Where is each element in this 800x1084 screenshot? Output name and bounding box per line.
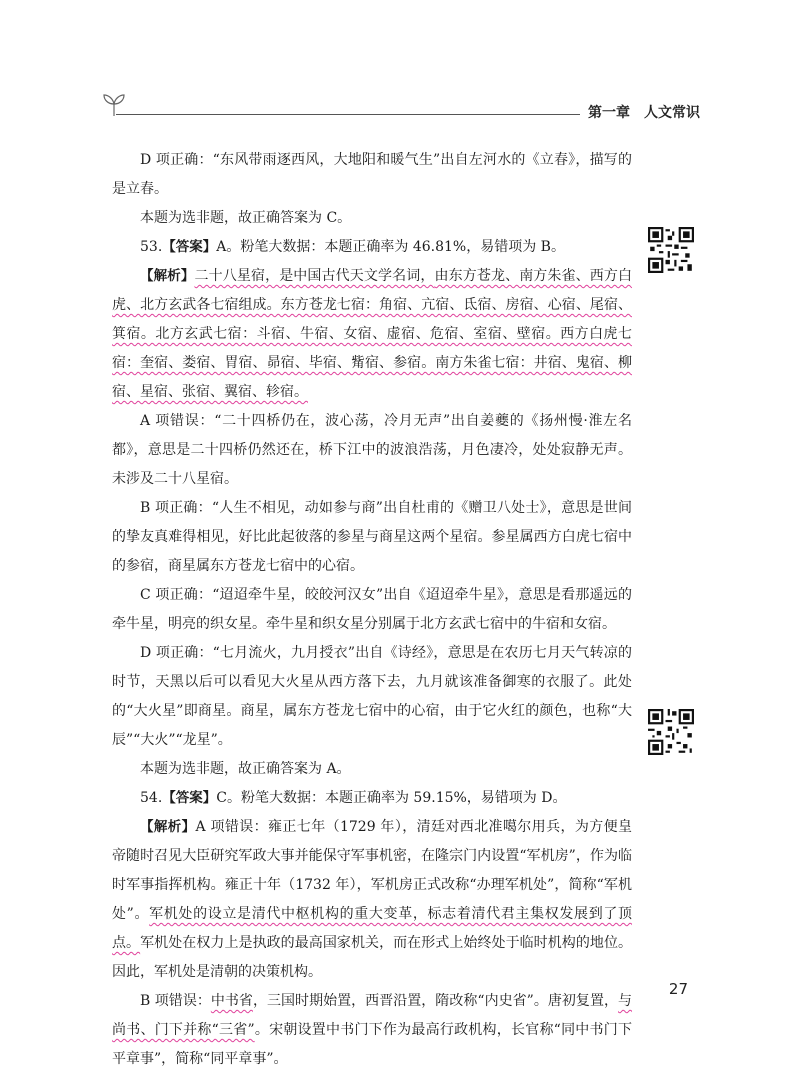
page-header <box>100 92 700 122</box>
paragraph: 本题为选非题，故正确答案为 C。 <box>140 210 352 226</box>
qr-code-icon[interactable] <box>648 709 694 755</box>
option-c: C 项正确：“迢迢牵牛星，皎皎河汉女”出自《迢迢牵牛星》，意思是看那遥远的牵牛星，明亮的织女星。牵牛星和织女星分别属于北方玄武七宿中的牛宿和女宿。 <box>112 587 632 632</box>
analysis-tag: 【解析】 <box>140 268 195 284</box>
option-b <box>112 987 632 1074</box>
paragraph: D 项正确：“东风带雨逐西风，大地阳和暖气生”出自左河水的《立春》，描写的是立春。 <box>112 152 632 197</box>
analysis-text: A 项错误：雍正七年（1729 年），清廷对西北准噶尔用兵，为方便皇帝随时召见大臣研究军政大事并能保守军事机密，在隆宗门内设置“军机房”，作为临时军事指挥机构。雍正十年（1732 年），军机房正式改称“办理军机处”，简称“军机处”。 <box>112 819 632 922</box>
page-content <box>112 146 632 1074</box>
question-number: 53. <box>140 239 163 255</box>
highlight-text: 与尚书、门下并称“三省” <box>112 993 632 1038</box>
page-number: 27 <box>668 980 688 998</box>
highlight-text: 二十八星宿，是中国古代天文学名词， <box>194 268 435 284</box>
chapter-heading <box>580 102 700 122</box>
question-54-analysis <box>112 813 632 987</box>
analysis-tag: 【解析】 <box>140 819 196 835</box>
option-b: B 项正确：“人生不相见，动如参与商”出自杜甫的《赠卫八处士》，意思是世间的挚友真难得相见，好比此起彼落的参星与商星这两个星宿。参星属西方白虎七宿中的参宿，商星属东方苍龙七宿中的心宿。 <box>112 500 632 574</box>
option-text: 。宋朝设置中书门下作为最高行政机构，长官称“同中书门下平章事”，简称“同平章事”。 <box>112 1022 632 1067</box>
option-label: B 项错误： <box>140 993 211 1009</box>
highlight-text: 中书省 <box>210 993 253 1009</box>
question-53-answer <box>112 233 632 262</box>
analysis-text: 军机处在权力上是执政的最高国家机关，而在形式上始终处于临时机构的地位。因此，军机处是清朝的决策机构。 <box>112 935 633 980</box>
answer-tag: 【答案】 <box>162 790 217 806</box>
question-53-analysis <box>112 262 632 407</box>
answer-tag: 【答案】 <box>162 239 217 255</box>
conclusion: 本题为选非题，故正确答案为 A。 <box>140 761 351 777</box>
option-d: D 项正确：“七月流火，九月授衣”出自《诗经》，意思是在农历七月天气转凉的时节，天黑以后可以看见大火星从西方落下去，九月就该准备御寒的衣服了。此处的“大火星”即商星。商星，属东方苍龙七宿中的心宿，由于它火红的颜色，也称“大辰”“大火”“龙星”。 <box>112 645 632 748</box>
header-rule <box>116 114 656 115</box>
highlight-text: 军机处的设立是清代中枢机构的重大变革，标志着清代君主集权发展到了顶点。 <box>112 906 632 951</box>
qr-code-icon[interactable] <box>648 227 694 273</box>
option-text: ，三国时期始置，西晋沿置，隋改称“内史省”。唐初复置， <box>252 993 618 1009</box>
answer-text: A。粉笔大数据：本题正确率为 46.81%，易错项为 B。 <box>216 239 565 255</box>
chapter-number: 第一章 <box>588 105 630 121</box>
highlight-text: 由东方苍龙、南方朱雀、西方白虎、北方玄武各七宿组成。东方苍龙七宿：角宿、亢宿、氐宿、房宿、心宿、尾宿、箕宿。北方玄武七宿：斗宿、牛宿、女宿、虚宿、危宿、室宿、壁宿。西方白虎七宿：奎宿、娄宿、胃宿、昴宿、毕宿、觜宿、参宿。南方朱雀七宿：井宿、鬼宿、柳宿、星宿、张宿、翼宿、轸宿。 <box>112 268 633 400</box>
question-number: 54. <box>140 790 163 806</box>
answer-text: C。粉笔大数据：本题正确率为 59.15%，易错项为 D。 <box>216 790 567 806</box>
question-54-answer <box>112 784 632 813</box>
chapter-title: 人文常识 <box>644 105 700 121</box>
option-a: A 项错误：“二十四桥仍在，波心荡，冷月无声”出自姜夔的《扬州慢·淮左名都》，意思是二十四桥仍然还在，桥下江中的波浪浩荡，月色凄冷，处处寂静无声。未涉及二十八星宿。 <box>112 413 632 487</box>
